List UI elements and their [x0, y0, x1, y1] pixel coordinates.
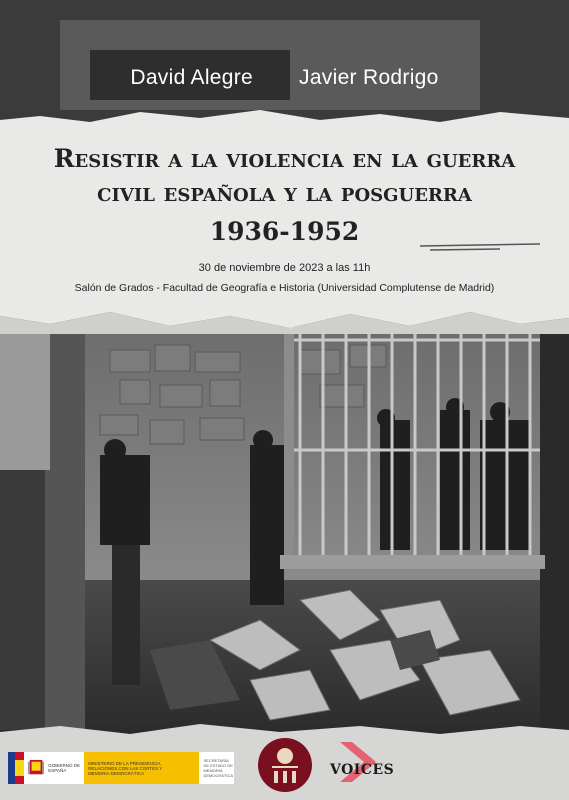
gobierno-text: GOBIERNO DE ESPAÑA — [48, 763, 81, 773]
eu-flag-icon — [8, 752, 15, 784]
event-venue: Salón de Grados - Facultad de Geografía e Historia (Universidad Complutense de Madrid) — [74, 282, 495, 294]
ministerio-bar — [84, 752, 199, 784]
spain-flag-icon — [15, 752, 24, 784]
government-logo — [8, 752, 234, 784]
event-date: 30 de noviembre de 2023 a las 11h — [198, 262, 371, 274]
title-line: civil española y la posguerra — [97, 178, 472, 207]
voices-logo-text: VOICES — [330, 762, 395, 778]
secretaria-text: SECRETARÍA DE ESTADO DE MEMORIA DEMOCRÁTICA — [203, 758, 234, 778]
university-seal-icon — [258, 738, 312, 792]
title-line: Resistir a la violencia en la guerra — [53, 144, 516, 173]
coat-of-arms-icon — [28, 757, 44, 779]
event-title — [0, 142, 569, 252]
author-name: Javier Rodrigo — [299, 66, 439, 89]
title-years: 1936-1952 — [209, 217, 360, 246]
authors-row — [0, 66, 569, 90]
ministerio-text: MINISTERIO DE LA PRESIDENCIA, RELACIONES CON LAS CORTES Y MEMORIA DEMOCRÁTICA — [88, 760, 163, 776]
author-name: David Alegre — [130, 66, 254, 89]
